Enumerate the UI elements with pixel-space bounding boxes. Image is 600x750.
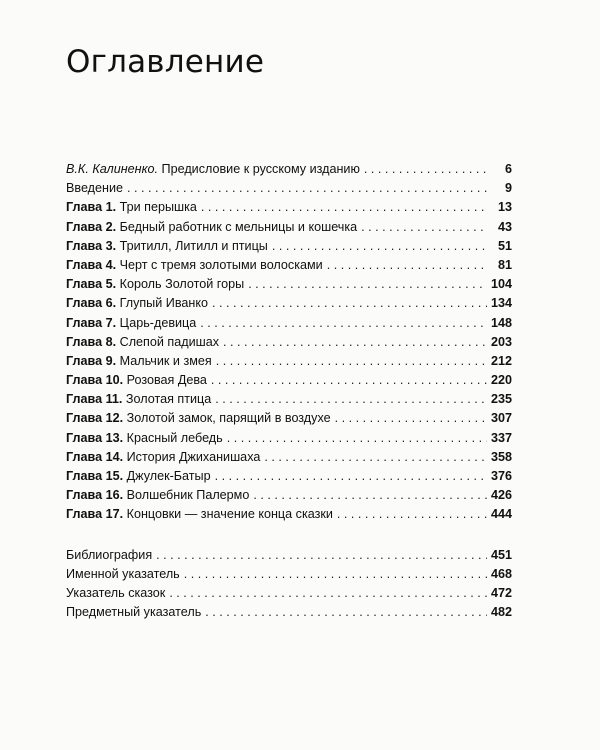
chapter-number: Глава 7. [66, 315, 117, 330]
toc-entry-name-index[interactable] [66, 565, 512, 584]
toc-page-number: 6 [504, 162, 512, 176]
table-of-contents [66, 160, 512, 622]
toc-page-number: 307 [490, 411, 512, 426]
chapter-number: Глава 10. [66, 373, 124, 388]
toc-page-number: 9 [504, 181, 512, 196]
toc-entry-title: Розовая Дева [126, 373, 207, 388]
toc-entry-title: Мальчик и змея [119, 353, 212, 368]
dot-leader [248, 275, 487, 294]
toc-page-number: 203 [490, 334, 512, 349]
toc-entry-chapter-12[interactable] [66, 409, 512, 428]
dot-leader [327, 256, 487, 275]
dot-leader [216, 352, 487, 371]
toc-entry-chapter-11[interactable] [66, 390, 512, 409]
toc-page-number: 235 [490, 392, 512, 407]
dot-leader [364, 160, 487, 179]
chapter-number: Глава 6. [66, 296, 117, 311]
dot-leader [200, 314, 487, 333]
toc-page-number: 444 [490, 507, 512, 522]
toc-entry-title: Джулек-Батыр [126, 469, 211, 483]
chapter-number: Глава 9. [66, 353, 117, 368]
dot-leader [264, 448, 487, 467]
toc-page-number: 81 [497, 257, 512, 272]
dot-leader [127, 179, 487, 198]
dot-leader [215, 467, 487, 486]
toc-page-number: 104 [490, 277, 512, 292]
chapter-number: Глава 4. [66, 257, 117, 272]
toc-entry-chapter-10[interactable] [66, 371, 512, 390]
chapter-number: Глава 1. [66, 200, 117, 215]
toc-entry-chapter-4[interactable] [66, 256, 512, 275]
toc-entry-chapter-3[interactable] [66, 237, 512, 256]
chapter-number: Глава 12. [66, 411, 124, 426]
dot-leader [184, 565, 487, 584]
dot-leader [253, 486, 487, 505]
toc-entry-author: В.К. Калиненко. [66, 162, 159, 176]
dot-leader [337, 505, 487, 524]
toc-entry-title: Король Золотой горы [119, 277, 245, 292]
toc-entry-title: Черт с тремя золотыми волосками [119, 257, 323, 272]
toc-page-number: 482 [490, 605, 512, 620]
toc-entry-chapter-7[interactable] [66, 314, 512, 333]
dot-leader [361, 218, 487, 237]
toc-entry-title: Три перышка [119, 200, 197, 215]
toc-entry-subject-index[interactable] [66, 603, 512, 622]
toc-entry-title: Тритилл, Литилл и птицы [119, 238, 268, 253]
toc-page-number: 472 [490, 585, 512, 600]
toc-entry-title: Золотая птица [125, 392, 212, 407]
toc-entry-title: Волшебник Палермо [126, 488, 250, 503]
toc-page-number: 358 [490, 449, 512, 464]
toc-entry-chapter-8[interactable] [66, 333, 512, 352]
toc-entry-title: Золотой замок, парящий в воздухе [126, 411, 331, 426]
toc-entry-introduction[interactable] [66, 179, 512, 198]
page-title: Оглавление [66, 44, 265, 80]
toc-entry-title: Предисловие к русскому изданию [161, 162, 360, 176]
toc-entry-title: Предметный указатель [66, 605, 202, 620]
toc-page-number: 468 [490, 566, 512, 581]
section-spacer [66, 525, 512, 546]
toc-entry-title: История Джиханишаха [126, 449, 261, 464]
toc-page-number: 13 [497, 200, 512, 215]
toc-entry-label [66, 160, 360, 179]
chapter-number: Глава 13. [66, 430, 124, 445]
toc-entry-chapter-2[interactable] [66, 218, 512, 237]
dot-leader [211, 371, 487, 390]
toc-entry-chapter-9[interactable] [66, 352, 512, 371]
dot-leader [205, 603, 487, 622]
toc-entry-title: Глупый Иванко [119, 296, 208, 311]
toc-page-number: 337 [490, 430, 512, 445]
toc-entry-title: Указатель сказок [66, 585, 166, 600]
chapter-number: Глава 3. [66, 238, 117, 253]
chapter-number: Глава 15. [66, 469, 124, 483]
chapter-number: Глава 11. [66, 392, 123, 407]
dot-leader [156, 546, 487, 565]
toc-entry-preface[interactable] [66, 160, 512, 179]
toc-entry-chapter-6[interactable] [66, 294, 512, 313]
toc-entry-title: Бедный работник с мельницы и кошечка [119, 219, 358, 234]
chapter-number: Глава 5. [66, 277, 117, 292]
toc-page-number: 148 [490, 315, 512, 330]
toc-entry-chapter-16[interactable] [66, 486, 512, 505]
dot-leader [223, 333, 487, 352]
toc-entry-chapter-15[interactable] [66, 467, 512, 486]
dot-leader [212, 294, 487, 313]
chapter-number: Глава 2. [66, 219, 117, 234]
chapter-number: Глава 8. [66, 334, 117, 349]
chapter-number: Глава 16. [66, 488, 124, 503]
toc-entry-title: Именной указатель [66, 566, 180, 581]
toc-entry-title: Концовки — значение конца сказки [126, 507, 333, 522]
toc-entry-tales-index[interactable] [66, 584, 512, 603]
dot-leader [215, 390, 487, 409]
toc-entry-title: Царь-девица [119, 315, 197, 330]
toc-entry-chapter-17[interactable] [66, 505, 512, 524]
dot-leader [169, 584, 487, 603]
toc-page-number: 212 [490, 353, 512, 368]
toc-entry-title: Красный лебедь [126, 430, 223, 445]
dot-leader [227, 429, 487, 448]
dot-leader [201, 198, 487, 217]
chapter-number: Глава 14. [66, 449, 124, 464]
toc-entry-title: Слепой падишах [119, 334, 220, 349]
toc-entry-chapter-13[interactable] [66, 429, 512, 448]
toc-page-number: 51 [497, 238, 512, 253]
toc-entry-title: Библиография [66, 547, 153, 562]
dot-leader [272, 237, 487, 256]
toc-entry-chapter-1[interactable] [66, 198, 512, 217]
toc-page-number: 134 [490, 296, 512, 311]
toc-entry-bibliography[interactable] [66, 546, 512, 565]
dot-leader [335, 409, 487, 428]
toc-page-number: 451 [490, 547, 512, 562]
toc-page-number: 376 [490, 469, 512, 483]
toc-entry-chapter-5[interactable] [66, 275, 512, 294]
toc-entry-chapter-14[interactable] [66, 448, 512, 467]
toc-entry-title: Введение [66, 181, 124, 196]
toc-page-number: 220 [490, 373, 512, 388]
toc-page-number: 426 [490, 488, 512, 503]
chapter-number: Глава 17. [66, 507, 124, 522]
toc-page-number: 43 [497, 219, 512, 234]
